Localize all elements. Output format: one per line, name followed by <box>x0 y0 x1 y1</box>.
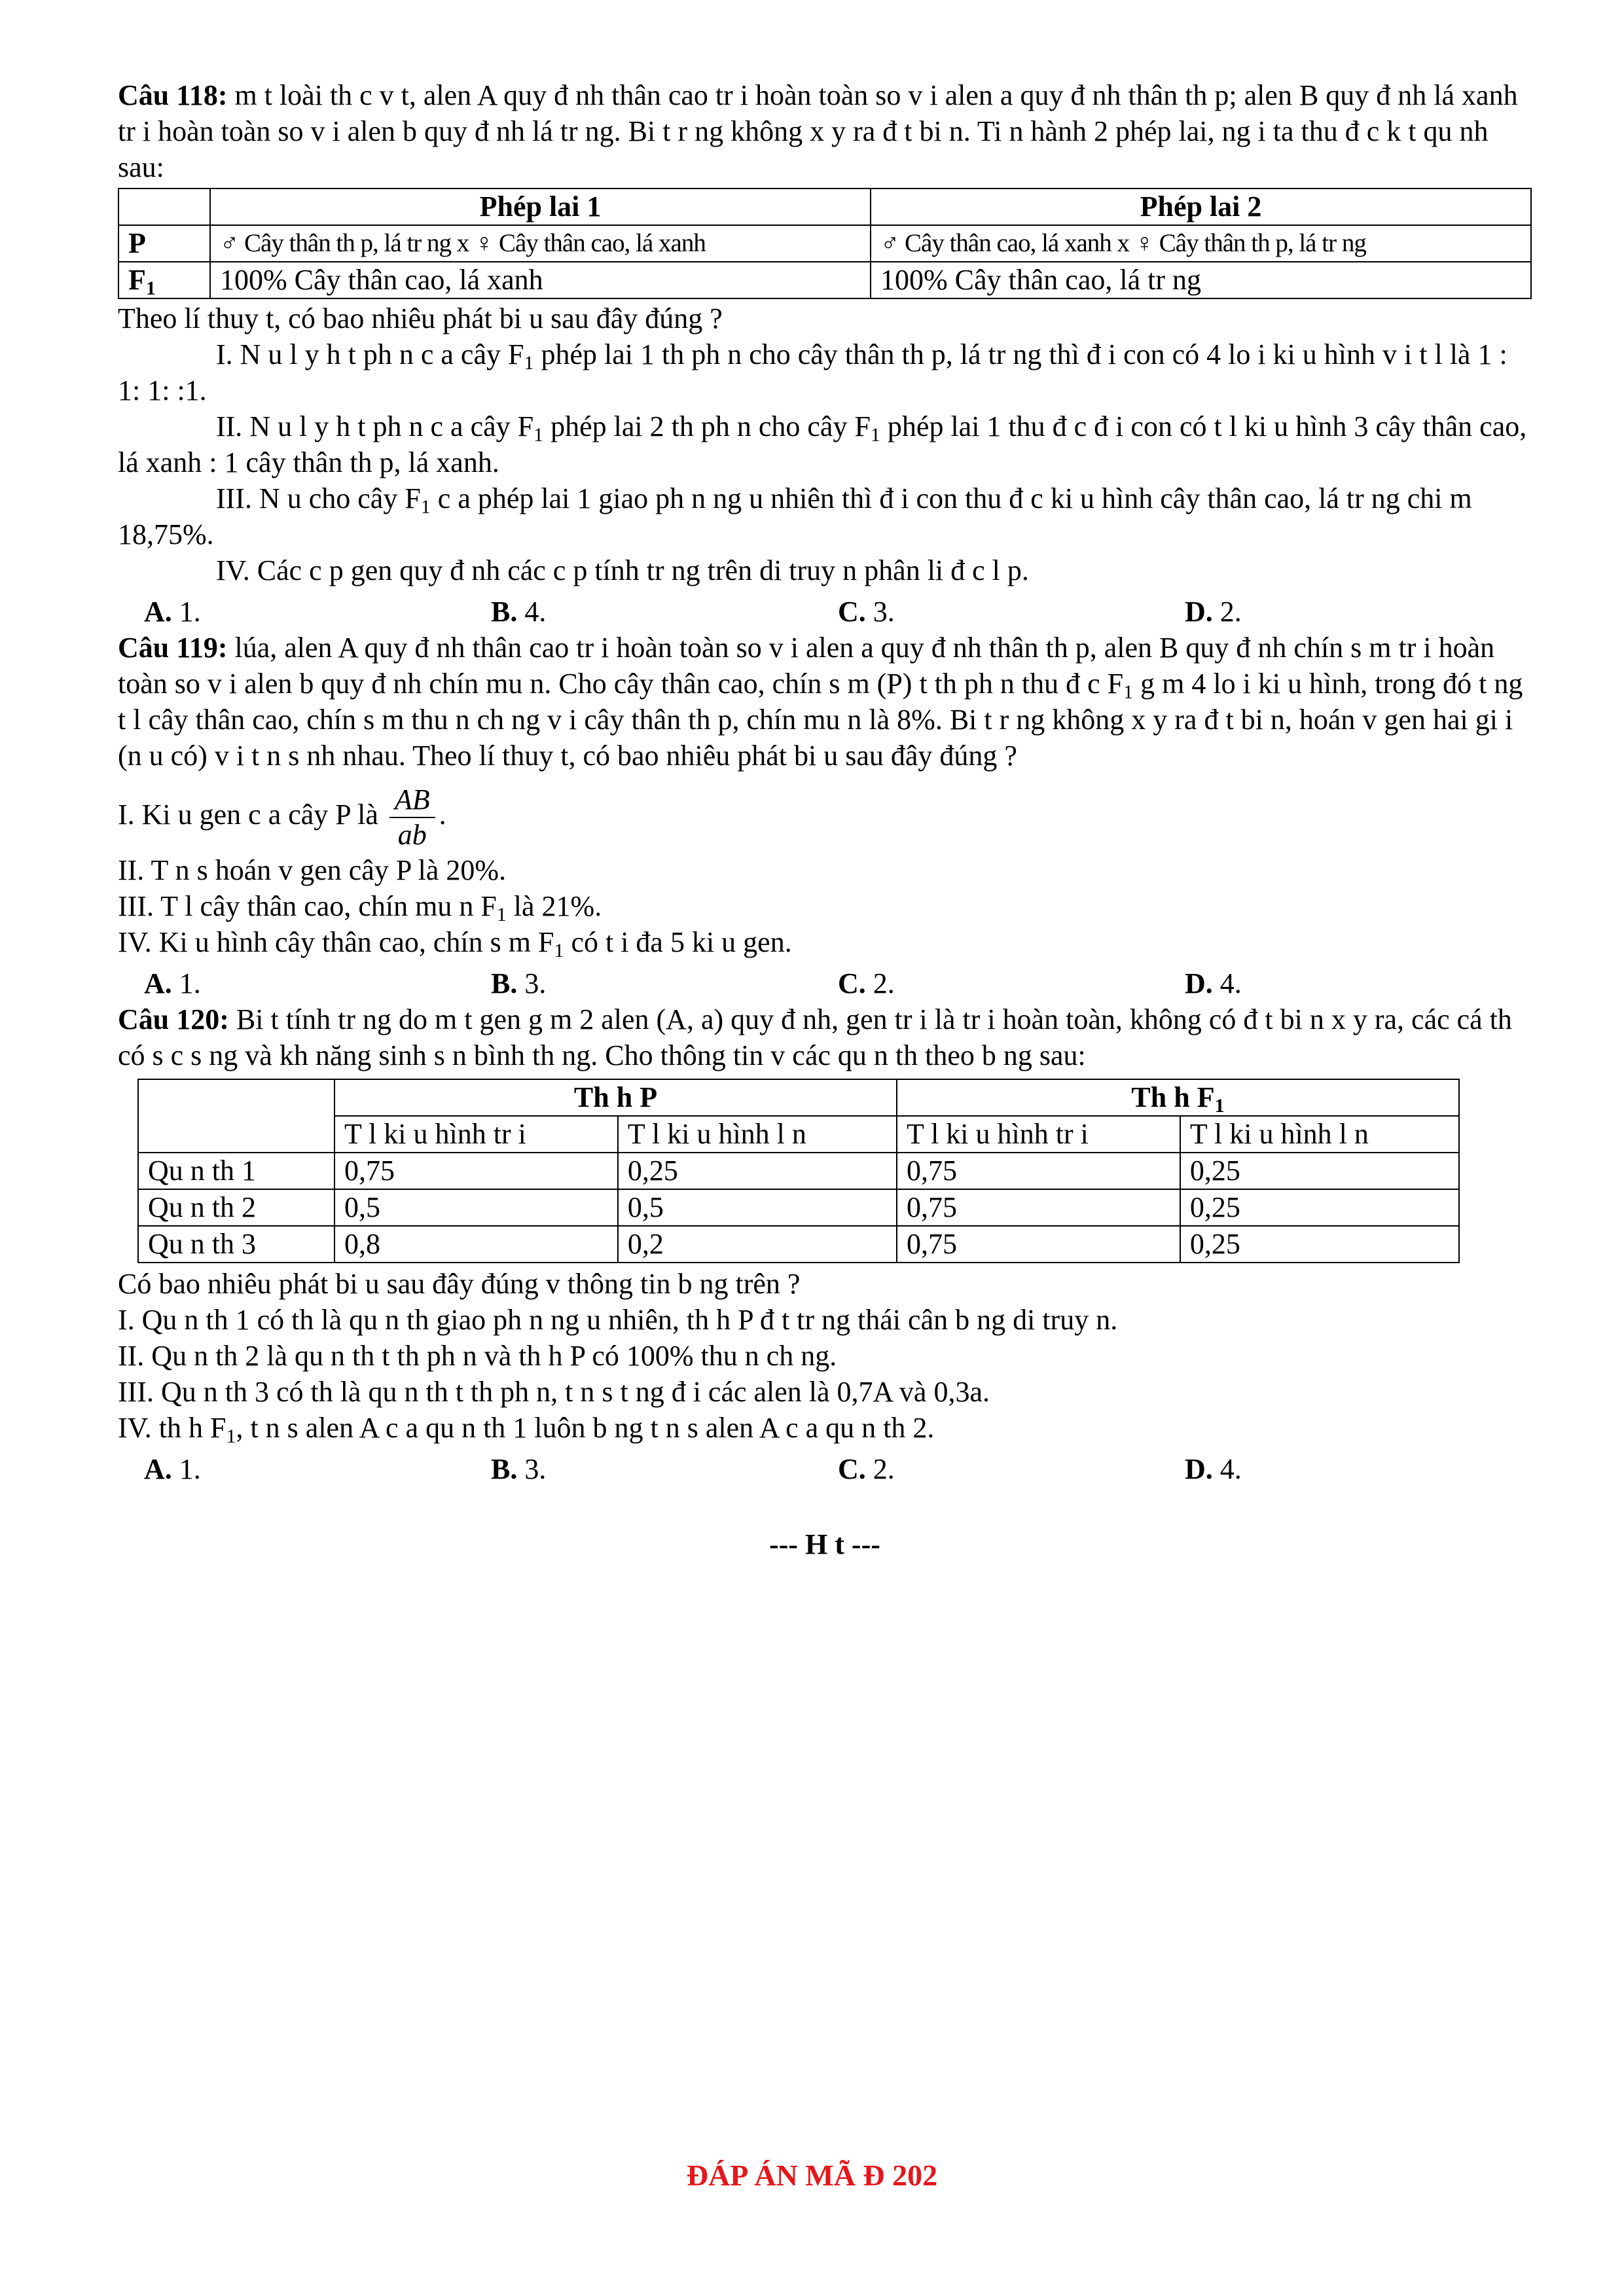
table-row: Qu n th 1 0,75 0,25 0,75 0,25 <box>138 1153 1459 1189</box>
q118-options <box>144 594 1532 630</box>
table-row: P ♂ Cây thân th p, lá tr ng x ♀ Cây thân cao, lá xanh ♂ Cây thân cao, lá xanh x ♀ Cây thân th p, lá tr ng <box>118 225 1531 262</box>
option-b: B. 3. <box>491 1453 547 1485</box>
q119-statement-3: III. T l cây thân cao, chín mu n $F_1$ là 21%. <box>118 890 602 925</box>
q120-table: Th h P Th h $F_1$ T l ki u hình tr i T l ki u hình l n T l ki u hình tr i T l ki u hình l n Qu n th 1 0,75 0,25 0,75 0,25 Qu n th 2 0,5 0,5 0,75 0,25 Qu n th 3 0,8 0,2 0,75 0,25 <box>137 1079 1460 1263</box>
q119-options <box>144 965 1532 1001</box>
option-a: A. 1. <box>144 1453 201 1485</box>
q120-intro: Câu 120: Bi t tính tr ng do m t gen g m 2 alen (A, a) quy đ nh, gen tr i là tr i hoàn toàn, không có đ t bi n x y ra, các cá th có s c s ng và kh năng sinh s n bình th ng. Cho thông tin v các qu n th theo b ng sau: <box>118 1003 1512 1071</box>
q118-header-cross1: Phép lai 1 <box>210 188 871 225</box>
q120-statement-1: I. Qu n th 1 có th là qu n th giao ph n ng u nhiên, th h P đ t tr ng thái cân b ng di truy n. <box>118 1304 1118 1336</box>
q120-question: Có bao nhiêu phát bi u sau đây đúng v thông tin b ng trên ? <box>118 1268 801 1300</box>
option-a: A. 1. <box>144 967 201 999</box>
q118-statement-3: III. N u cho cây $F_1$ c a phép lai 1 giao ph n ng u nhiên thì đ i con thu đ c ki u hình cây thân cao, lá tr ng chi m 18,75%. <box>118 482 1472 550</box>
question-118 <box>118 77 1532 630</box>
q118-table <box>118 188 1532 299</box>
q118-question: Theo lí thuy t, có bao nhiêu phát bi u sau đây đúng ? <box>118 302 723 334</box>
option-d: D. 2. <box>1185 596 1242 628</box>
table-row: Qu n th 3 0,8 0,2 0,75 0,25 <box>138 1226 1459 1263</box>
option-c: C. 2. <box>838 967 895 999</box>
option-b: B. 4. <box>491 596 547 628</box>
q118-header-cross2: Phép lai 2 <box>871 188 1531 225</box>
group-header-f1: Th h $F_1$ <box>897 1079 1459 1116</box>
q119-statement-4: IV. Ki u hình cây thân cao, chín s m $F_1$ có t i đa 5 ki u gen. <box>118 926 792 961</box>
option-d: D. 4. <box>1185 1453 1242 1485</box>
table-row: $F_1$ 100% Cây thân cao, lá xanh 100% Cây thân cao, lá tr ng <box>118 262 1531 298</box>
group-header-p: Th h P <box>334 1079 897 1116</box>
q118-label: Câu 118: <box>118 79 228 111</box>
genotype-fraction: $\frac{AB}{ab}$ <box>389 783 435 852</box>
option-c: C. 3. <box>838 596 895 628</box>
q120-statement-4: IV. th h $F_1$, t n s alen A c a qu n th 1 luôn b ng t n s alen A c a qu n th 2. <box>118 1412 935 1447</box>
q119-statement-1: I. Ki u gen c a cây P là $\frac{AB}{ab}$ . <box>118 783 446 851</box>
q119-statement-2: II. T n s hoán v gen cây P là 20%. <box>118 854 507 886</box>
q118-intro: Câu 118: m t loài th c v t, alen A quy đ nh thân cao tr i hoàn toàn so v i alen a quy đ nh thân th p; alen B quy đ nh lá xanh tr i hoàn toàn so v i alen b quy đ nh lá tr ng. Bi t r ng không x y ra đ t bi n. Ti n hành 2 phép lai, ng i ta thu đ c k t qu nh sau: <box>118 79 1518 183</box>
table-row: Qu n th 2 0,5 0,5 0,75 0,25 <box>138 1189 1459 1226</box>
q120-statement-2: II. Qu n th 2 là qu n th t th ph n và th h P có 100% thu n ch ng. <box>118 1340 837 1372</box>
option-d: D. 4. <box>1185 967 1242 999</box>
answer-key-title: ĐÁP ÁN MÃ Đ 202 <box>686 2159 938 2192</box>
q119-intro: Câu 119: lúa, alen A quy đ nh thân cao tr i hoàn toàn so v i alen a quy đ nh thân th p, alen B quy đ nh chín s m tr i hoàn toàn so v i alen b quy đ nh chín mu n. Cho cây thân cao, chín s m (P) t th ph n thu đ c $F_1$ g m 4 lo i ki u hình, trong đó t ng t l cây thân cao, chín s m thu n ch ng v i cây thân th p, chín mu n là 8%. Bi t r ng không x y ra đ t bi n, hoán v gen hai gi i (n u có) v i t n s nh nhau. Theo lí thuy t, có bao nhiêu phát bi u sau đây đúng ? <box>118 632 1523 772</box>
option-b: B. 3. <box>491 967 547 999</box>
exam-page <box>118 77 1532 1562</box>
q120-statement-3: III. Qu n th 3 có th là qu n th t th ph n, t n s t ng đ i các alen là 0,7A và 0,3a. <box>118 1376 990 1408</box>
question-119 <box>118 630 1532 1001</box>
q119-label: Câu 119: <box>118 632 228 664</box>
q120-label: Câu 120: <box>118 1003 229 1035</box>
question-120 <box>118 1001 1532 1487</box>
q120-options <box>144 1451 1532 1487</box>
option-c: C. 2. <box>838 1453 895 1485</box>
q118-statement-2: II. N u l y h t ph n c a cây $F_1$ phép lai 2 th ph n cho cây $F_1$ phép lai 1 thu đ c đ i con có t l ki u hình 3 cây thân cao, lá xanh : 1 cây thân th p, lá xanh. <box>118 410 1527 478</box>
option-a: A. 1. <box>144 596 201 628</box>
end-marker: --- H t --- <box>769 1528 880 1560</box>
q118-statement-4: IV. Các c p gen quy đ nh các c p tính tr ng trên di truy n phân li đ c l p. <box>216 554 1029 586</box>
q118-statement-1: I. N u l y h t ph n c a cây $F_1$ phép lai 1 th ph n cho cây thân th p, lá tr ng thì đ i con có 4 lo i ki u hình v i t l là 1 : 1: 1: :1. <box>118 338 1507 406</box>
